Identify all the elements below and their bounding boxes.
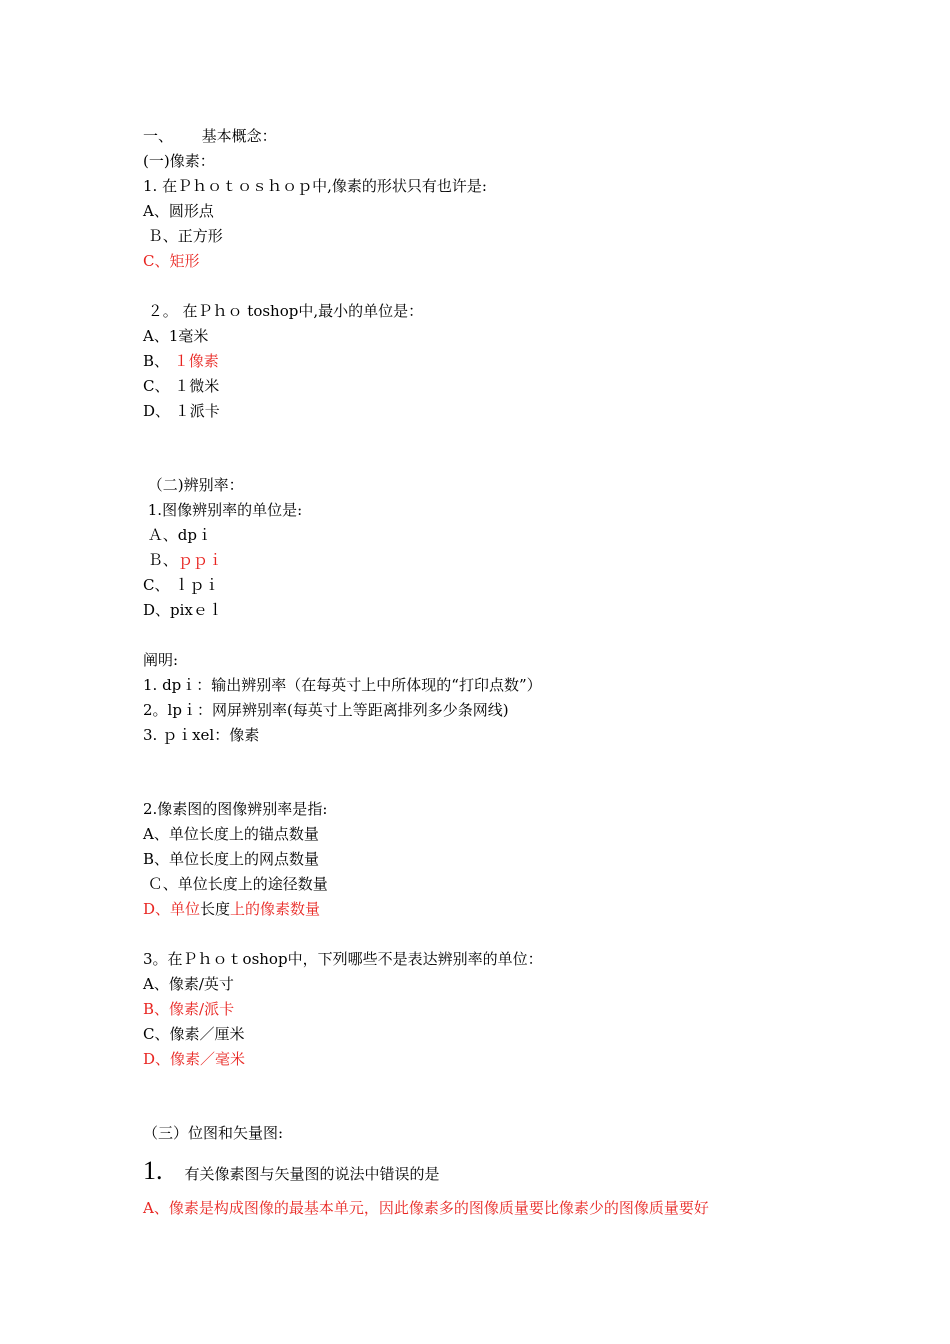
question-pixel-shape: 1. 在Ｐｈｏｔｏｓｈｏｐ中,像素的形状只有也许是: <box>143 177 487 195</box>
option-b <box>143 351 219 371</box>
option-d-middle: 长度 <box>200 900 231 918</box>
option-c: Ｃ、单位长度上的途径数量 <box>143 875 328 893</box>
option-b-answer: ｐｐｉ <box>177 551 223 569</box>
question-text: 有关像素图与矢量图的说法中错误的是 <box>184 1165 440 1183</box>
option-c: C、 ｌｐｉ <box>143 576 220 594</box>
subsection-heading-bitmap-vector: （三）位图和矢量图: <box>143 1124 284 1142</box>
option-a: A、像素/英寸 <box>143 975 234 993</box>
option-b-answer: １像素 <box>169 352 219 370</box>
option-d-answer: D、像素／毫米 <box>143 1050 246 1068</box>
option-c: C、像素／厘米 <box>143 1025 245 1043</box>
subsection-heading-pixels: (一)像素： <box>143 152 215 170</box>
option-a: A、单位长度上的锚点数量 <box>143 825 319 843</box>
option-b-answer: B、像素/派卡 <box>143 1000 235 1018</box>
option-b-prefix: B、 <box>143 352 170 370</box>
question-not-resolution-unit: 3。在Ｐｈｏｔoshop中，下列哪些不是表达辨别率的单位： <box>143 950 543 968</box>
question-bitmap-vector <box>143 1156 440 1189</box>
note-item-lpi: 2。lpｉ：网屏辨别率(每英寸上等距离排列多少条网线) <box>143 701 509 719</box>
option-b: B、单位长度上的网点数量 <box>143 850 320 868</box>
option-a-answer: A、像素是构成图像的最基本单元，因此像素多的图像质量要比像素少的图像质量要好 <box>143 1199 709 1217</box>
section-heading-basic-concepts: 一、 基本概念： <box>143 127 277 145</box>
option-a: Ａ、dpｉ <box>143 526 212 544</box>
option-d <box>143 899 320 919</box>
option-b: Ｂ、正方形 <box>143 227 223 245</box>
option-c: C、 １微米 <box>143 377 220 395</box>
note-item-dpi: 1. dpｉ：输出辨别率（在每英寸上中所体现的“打印点数”） <box>143 676 542 694</box>
subsection-heading-resolution: （二)辨别率： <box>143 476 244 494</box>
option-d: D、 １派卡 <box>143 402 220 420</box>
option-a: A、圆形点 <box>143 202 214 220</box>
option-b-prefix: Ｂ、 <box>143 551 178 569</box>
option-d: D、pixｅｌ <box>143 601 223 619</box>
option-c-answer: C、矩形 <box>143 252 200 270</box>
note-item-pixel: 3. ｐｉxel：像素 <box>143 726 260 744</box>
option-a: A、1毫米 <box>143 327 209 345</box>
question-smallest-unit: ２。 在Ｐｈｏ toshop中,最小的单位是： <box>143 302 424 320</box>
option-d-answer-part1: D、单位 <box>143 900 201 918</box>
option-d-answer-part2: 上的像素数量 <box>230 900 321 918</box>
note-heading: 阐明: <box>143 651 179 669</box>
question-resolution-unit: 1.图像辨别率的单位是: <box>143 501 303 519</box>
question-number: 1. <box>143 1156 163 1185</box>
question-image-resolution: 2.像素图的图像辨别率是指: <box>143 800 328 818</box>
option-b <box>143 550 223 570</box>
